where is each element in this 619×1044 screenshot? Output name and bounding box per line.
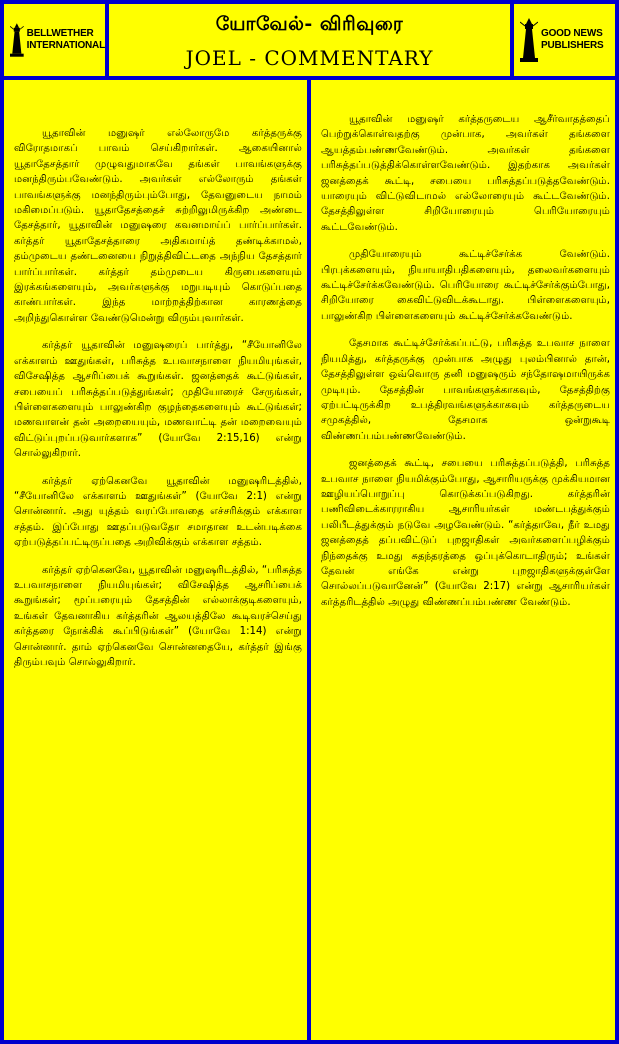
right-logo-line1: GOOD NEWS bbox=[541, 28, 603, 39]
good-news-logo bbox=[514, 4, 615, 76]
paragraph: கர்த்தர் ஏற்கெனவே, யூதாவின் மனுஷரிடத்தில், “பரிசுத்த உபவாசநாளை நியமியுங்கள்; விசேஷித்த ஆசரிப்பைக் கூறுங்கள்; மூப்பரையும் தேசத்தின் எல்லாக்குடிகளையும், உங்கள் தேவனாகிய கர்த்தரின் ஆலயத்திலே கூடிவரச்செய்து கர்த்தரை நோக்கிக் கூப்பிடுங்கள்” (யோவே 1:14) என்று சொன்னார். தாம் ஏற்கெனவே சொன்னதையே, கர்த்தர் இங்கு திரும்பவும் சொல்லுகிறார். bbox=[14, 564, 302, 668]
lighthouse-icon bbox=[520, 18, 538, 62]
lighthouse-icon bbox=[10, 18, 24, 62]
right-column bbox=[311, 80, 615, 1040]
paragraph: தேசமாக கூட்டிச்சேர்க்கப்பட்டு, பரிசுத்த உபவாச நாளை நியமித்து, கர்த்தருக்கு முன்பாக அழுது புலம்பினால் தான், தேசத்திலுள்ள ஒவ்வொரு தனி மனுஷரும் சந்தோஷமாயிருக்க முடியும். தேசத்தின் பாவங்களுக்காகவும், தேசத்திற்கு ஏற்பட்டிருக்கிற உபத்திரவங்களுக்காகவும் கர்த்தருடைய சமுகத்தில், தேசமாக ஒன்றுகூடி விண்ணப்பம்பண்ணவேண்டும். bbox=[321, 338, 610, 442]
left-logo-line2: INTERNATIONAL bbox=[26, 40, 105, 51]
paragraph: கர்த்தர் ஏற்கெனவே யூதாவின் மனுஷரிடத்தில், “சீயோனிலே எக்காளம் ஊதுங்கள்” (யோவே 2:1) என்று சொன்னார். அது யுத்தம் வரப்போவதை எச்சரிக்கும் எக்காள சத்தம். இப்போது ஊதப்படுவதோ சமாதான உடன்படிக்கை ஏற்படுத்தப்பட்டிருப்பதை அறிவிக்கும் எக்காள சத்தம். bbox=[14, 475, 302, 549]
paragraph: முதியோரையும் கூட்டிச்சேர்க்க வேண்டும். பிரபுக்களையும், நியாயாதிபதிகளையும், தலைவர்களையும் கூட்டிச்சேர்க்கவேண்டும். பெரியோரை கூட்டிச்சேர்க்கும்போது, சிறியோரை கைவிட்டுவிடக்கூடாது. பிள்ளைகளையும், பாலுண்கிற பிள்ளைகளையும் கூட்டிச்சேர்க்கவேண்டும். bbox=[321, 249, 610, 322]
page-title-english: JOEL - COMMENTARY bbox=[185, 46, 434, 70]
paragraph: யூதாவின் மனுஷர் கர்த்தருடைய ஆசீர்வாதத்தைப் பெற்றுக்கொள்வதற்கு முன்பாக, அவர்கள் தங்களை ஆயத்தம்பண்ணவேண்டும். அவர்கள் தங்களை பரிசுத்தப்படுத்திக்கொள்ளவேண்டும். இதற்காக அவர்கள் ஜனத்தைக் கூட்டி, சபையை பரிசுத்தப்படுத்தவேண்டும். யாரையும் விட்டுவிடாமல் எல்லோரையும் கூட்டவேண்டும். தேசத்திலுள்ள சிறியோரையும் பெரியோரையும் கூட்டவேண்டும். bbox=[321, 114, 610, 233]
left-column bbox=[4, 80, 307, 1040]
paragraph: கர்த்தர் யூதாவின் மனுஷரைப் பார்த்து, “சீயோனிலே எக்காளம் ஊதுங்கள், பரிசுத்த உபவாசநாளை நியமியுங்கள், விசேஷித்த ஆசரிப்பைக் கூறுங்கள். ஜனத்தைக் கூட்டுங்கள், சபையைப் பரிசுத்தப்படுத்துங்கள்; முதியோரைச் சேருங்கள், பிள்ளைகளையும் பாலுண்கிற குழந்தைகளையும் கூட்டுங்கள்; மணவாளன் தன் அறையையும், மணவாட்டி தன் மறைவையும் விட்டுப்புறப்படுவார்களாக” (யோவே 2:15,16) என்று சொல்லுகிறார். bbox=[14, 340, 302, 460]
right-logo-line2: PUBLISHERS bbox=[541, 40, 604, 51]
left-logo-line1: BELLWETHER bbox=[26, 28, 94, 39]
page-title-tamil: யோவேல்- விரிவுரை bbox=[215, 13, 404, 35]
bellwether-logo bbox=[4, 4, 105, 76]
title-banner bbox=[109, 4, 510, 76]
paragraph: யூதாவின் மனுஷர் எல்லோருமே கர்த்தருக்கு விரோதமாகப் பாவம் செய்கிறார்கள். ஆகையினால் யூதாதேசத்தார் முழுவதுமாகவே தங்கள் பாவங்களுக்கு மனந்திரும்பவேண்டும். அவர்கள் எல்லோரும் தங்கள் பாவங்களுக்கு மனந்திரும்பும்போது, தேவனுடைய நாமம் மகிமைப்படும். யூதாதேசத்தைச் சுற்றிலுமிருக்கிற அண்டை தேசத்தார், யூதாவின் மனுஷரை கவனமாய்ப் பார்ப்பார்கள். கர்த்தர் யூதாதேசத்தாரை அதிகமாய்த் தண்டிக்காமல், தம்முடைய தண்டனையை நிறுத்திவிட்டதை அந்நிய தேசத்தார் பார்ப்பார்கள். கர்த்தர் தம்முடைய கிருபைகளையும் இரக்கங்களையும், அவர்களுக்கு மறுபடியும் கொடுப்பதை காண்பார்கள். இந்த மாற்றத்திற்கான காரணத்தை அறிந்துகொள்ள வேண்டுமென்று விரும்புவார்கள். bbox=[14, 128, 302, 324]
paragraph: ஜனத்தைக் கூட்டி, சபையை பரிசுத்தப்படுத்தி, பரிசுத்த உபவாச நாளை நியமிக்கும்போது, ஆசாரியருக்கு முக்கியமான ஊழியப்பொறுப்பு கொடுக்கப்படுகிறது. கர்த்தரின் பணிவிடைக்காரராகிய ஆசாரியர்கள் மண்டபத்துக்கும் பலிபீடத்துக்கும் நடுவே அழவேண்டும். “கர்த்தாவே, நீர் உமது ஜனத்தைத் தப்பவிட்டுப் புறஜாதிகள் அவர்களைப்பழிக்கும் நிந்தைக்கு உமது சுதந்தரத்தை ஒப்புக்கொடாதிரும்; உங்கள் தேவன் எங்கே என்று புறஜாதிகளுக்குள்ளே சொல்லப்படுவானேன்” (யோவே 2:17) என்று ஆசாரியர்கள் கர்த்தரிடத்தில் அழுது விண்ணப்பம்பண்ண வேண்டும். bbox=[321, 458, 610, 608]
